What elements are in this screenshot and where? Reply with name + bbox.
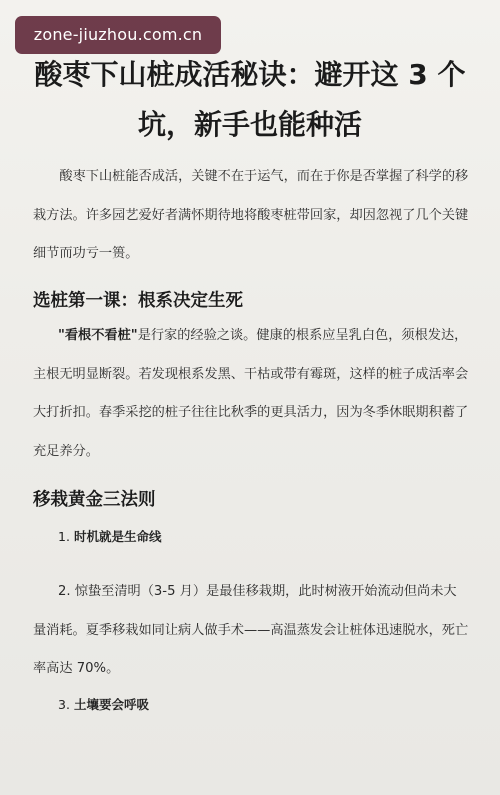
- section-heading-transplant-rules: 移栽黄金三法则: [33, 490, 156, 510]
- list-item: [58, 527, 161, 547]
- list-number: 2.: [58, 584, 71, 599]
- list-number: 1.: [58, 529, 70, 544]
- site-watermark: zone-jiuzhou.com.cn: [15, 16, 221, 54]
- list-item: [33, 573, 469, 689]
- root-selection-body: 是行家的经验之谈。健康的根系应呈乳白色，须根发达，主根无明显断裂。若发现根系发黑、干枯或带有霉斑，这样的桩子成活率会大打折扣。春季采挖的桩子往往比秋季的更具活力，因为冬季休眠期积蓄了充足养分。: [33, 328, 469, 459]
- section-heading-root-selection: 选桩第一课：根系决定生死: [33, 291, 243, 311]
- root-selection-paragraph: [33, 317, 469, 471]
- list-text: 土壤要会呼吸: [73, 697, 149, 712]
- article-title: 酸枣下山桩成活秘诀：避开这 3 个坑，新手也能种活: [34, 58, 466, 141]
- list-number: 3.: [58, 697, 70, 712]
- list-text: 时机就是生命线: [73, 529, 162, 544]
- intro-paragraph: 酸枣下山桩能否成活，关键不在于运气，而在于你是否掌握了科学的移栽方法。许多园艺爱好者满怀期待地将酸枣桩带回家，却因忽视了几个关键细节而功亏一篑。: [33, 169, 469, 261]
- list-text: 惊蛰至清明（3-5 月）是最佳移栽期，此时树液开始流动但尚未大量消耗。夏季移栽如同让病人做手术——高温蒸发会让桩体迅速脱水，死亡率高达 70%。: [33, 584, 469, 676]
- quote-highlight: "看根不看桩": [58, 328, 138, 343]
- list-item: [58, 695, 149, 715]
